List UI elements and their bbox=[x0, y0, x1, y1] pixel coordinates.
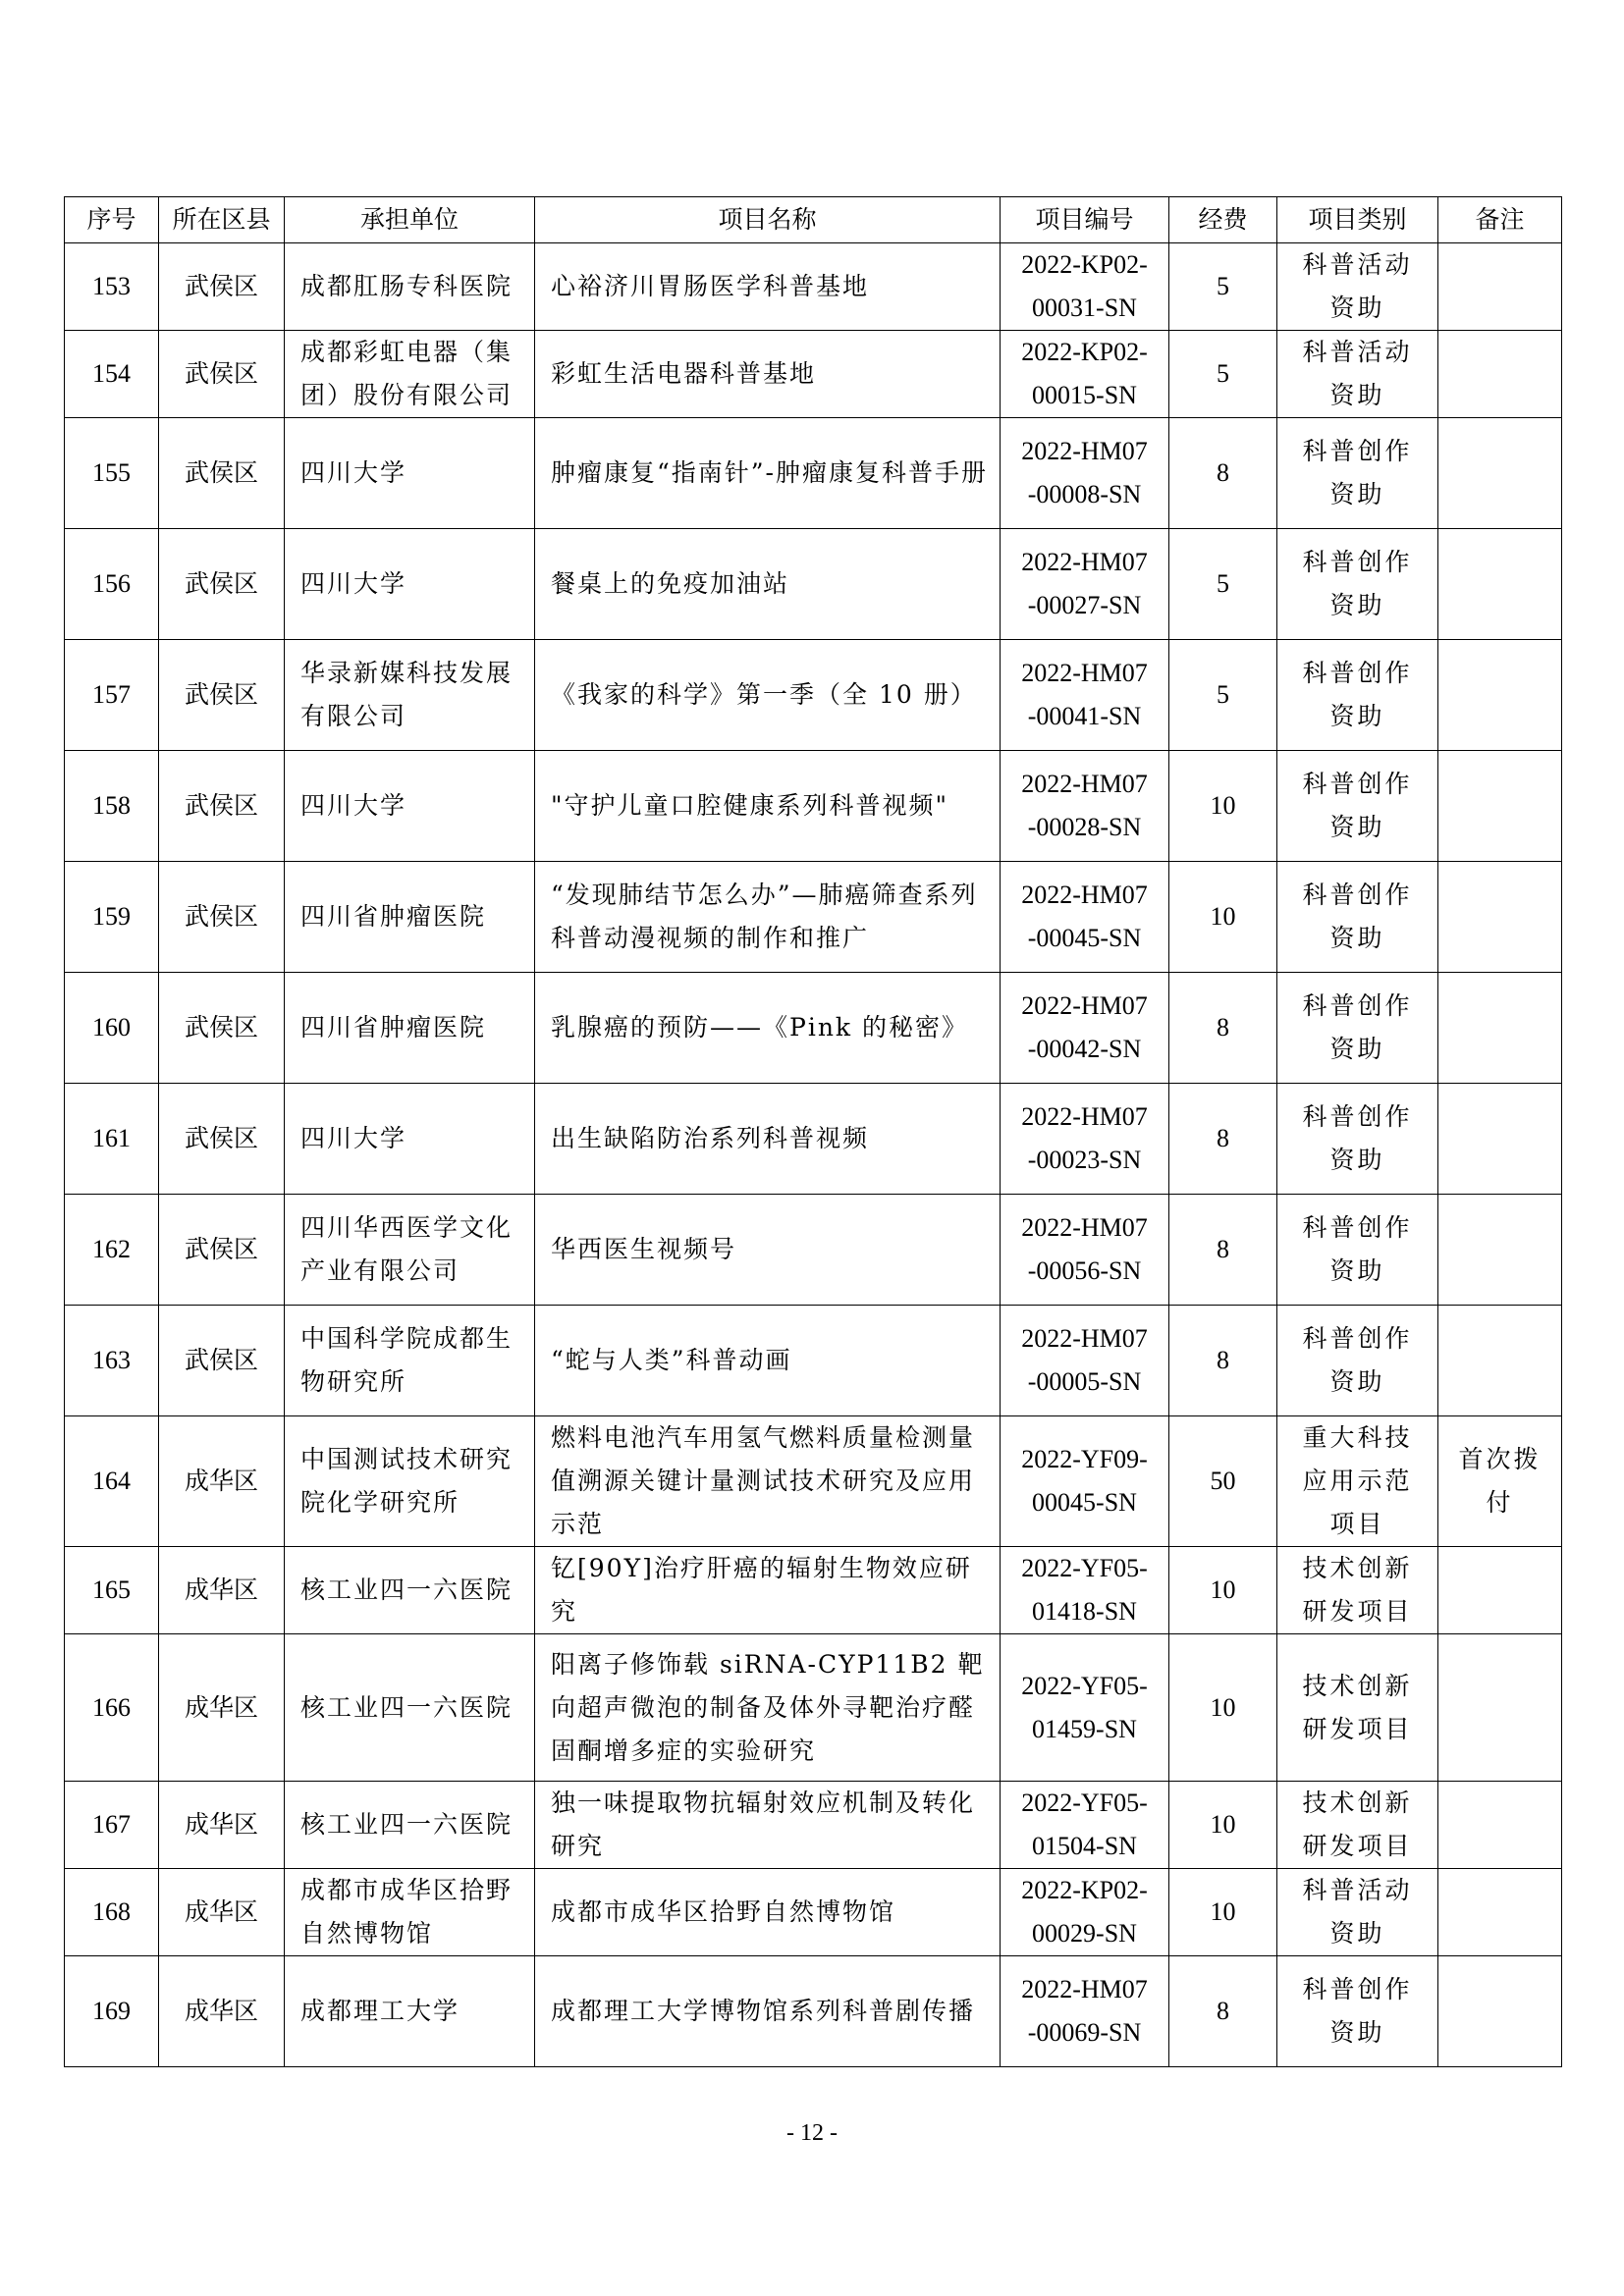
row-category-line: 资助 bbox=[1329, 381, 1385, 409]
table-row bbox=[65, 640, 1562, 751]
row-number: 169 bbox=[65, 1956, 159, 2067]
row-district: 武侯区 bbox=[159, 418, 285, 529]
row-note bbox=[1438, 1195, 1562, 1306]
row-category-line: 科普创作 bbox=[1302, 659, 1413, 687]
row-number: 157 bbox=[65, 640, 159, 751]
row-project-code-line: 2022-HM07 bbox=[1021, 1975, 1148, 2003]
row-project-code bbox=[1001, 1306, 1169, 1416]
row-number: 159 bbox=[65, 862, 159, 973]
row-category-line: 科普创作 bbox=[1302, 1213, 1413, 1242]
row-category bbox=[1277, 1084, 1438, 1195]
row-project-name: 成都市成华区拾野自然博物馆 bbox=[535, 1869, 1001, 1956]
table-row bbox=[65, 1782, 1562, 1869]
header-category: 项目类别 bbox=[1277, 197, 1438, 243]
row-district: 武侯区 bbox=[159, 751, 285, 862]
row-district: 成华区 bbox=[159, 1634, 285, 1782]
row-project-code-line: -00056-SN bbox=[1027, 1256, 1142, 1285]
row-district: 武侯区 bbox=[159, 1306, 285, 1416]
row-project-code-line: 2022-YF05- bbox=[1021, 1671, 1148, 1700]
row-note bbox=[1438, 973, 1562, 1084]
row-project-code-line: 2022-YF09- bbox=[1021, 1445, 1148, 1473]
table-row bbox=[65, 862, 1562, 973]
row-project-code-line: 00031-SN bbox=[1032, 294, 1137, 322]
row-number: 168 bbox=[65, 1869, 159, 1956]
header-no: 序号 bbox=[65, 197, 159, 243]
row-project-code bbox=[1001, 1956, 1169, 2067]
row-category bbox=[1277, 1306, 1438, 1416]
row-number: 165 bbox=[65, 1547, 159, 1634]
row-district: 成华区 bbox=[159, 1547, 285, 1634]
row-number: 166 bbox=[65, 1634, 159, 1782]
row-project-name: 阳离子修饰载 siRNA-CYP11B2 靶向超声微泡的制备及体外寻靶治疗醛固酮增多症的实验研究 bbox=[535, 1634, 1001, 1782]
row-category bbox=[1277, 1782, 1438, 1869]
row-note bbox=[1438, 529, 1562, 640]
row-project-code-line: -00005-SN bbox=[1027, 1367, 1142, 1396]
row-fund: 8 bbox=[1169, 1306, 1277, 1416]
row-project-name: 心裕济川胃肠医学科普基地 bbox=[535, 243, 1001, 331]
row-note bbox=[1438, 1782, 1562, 1869]
row-note bbox=[1438, 1547, 1562, 1634]
row-project-code-line: 2022-KP02- bbox=[1021, 250, 1148, 279]
row-number: 155 bbox=[65, 418, 159, 529]
row-project-code-line: 2022-HM07 bbox=[1021, 1324, 1148, 1353]
row-project-code-line: 2022-KP02- bbox=[1021, 1876, 1148, 1904]
row-project-code-line: 00029-SN bbox=[1032, 1919, 1137, 1948]
row-project-code-line: -00028-SN bbox=[1027, 813, 1142, 841]
row-unit: 核工业四一六医院 bbox=[285, 1547, 535, 1634]
row-project-code bbox=[1001, 1869, 1169, 1956]
row-fund: 8 bbox=[1169, 1084, 1277, 1195]
row-project-code-line: 2022-HM07 bbox=[1021, 437, 1148, 465]
row-project-code-line: -00045-SN bbox=[1027, 924, 1142, 952]
row-project-code-line: 2022-KP02- bbox=[1021, 338, 1148, 366]
row-note bbox=[1438, 862, 1562, 973]
row-category bbox=[1277, 973, 1438, 1084]
row-project-code bbox=[1001, 1634, 1169, 1782]
row-project-name: "守护儿童口腔健康系列科普视频" bbox=[535, 751, 1001, 862]
row-project-code-line: -00023-SN bbox=[1027, 1146, 1142, 1174]
header-note: 备注 bbox=[1438, 197, 1562, 243]
table-row bbox=[65, 1306, 1562, 1416]
row-category-line: 科普创作 bbox=[1302, 991, 1413, 1020]
table-row bbox=[65, 418, 1562, 529]
row-project-code-line: 2022-YF05- bbox=[1021, 1554, 1148, 1582]
header-district: 所在区县 bbox=[159, 197, 285, 243]
row-unit: 成都肛肠专科医院 bbox=[285, 243, 535, 331]
row-number: 158 bbox=[65, 751, 159, 862]
row-category-line: 资助 bbox=[1329, 813, 1385, 841]
row-category-line: 资助 bbox=[1329, 480, 1385, 508]
row-project-name: 乳腺癌的预防——《Pink 的秘密》 bbox=[535, 973, 1001, 1084]
table-row bbox=[65, 1416, 1562, 1547]
row-project-code-line: 01418-SN bbox=[1032, 1597, 1137, 1626]
row-number: 154 bbox=[65, 331, 159, 418]
row-fund: 8 bbox=[1169, 1195, 1277, 1306]
row-category-line: 资助 bbox=[1329, 924, 1385, 952]
row-number: 167 bbox=[65, 1782, 159, 1869]
table-row bbox=[65, 331, 1562, 418]
row-fund: 5 bbox=[1169, 529, 1277, 640]
row-project-code bbox=[1001, 1547, 1169, 1634]
row-category-line: 科普活动 bbox=[1302, 338, 1413, 366]
row-category-line: 研发项目 bbox=[1302, 1597, 1413, 1626]
table-row bbox=[65, 1547, 1562, 1634]
row-project-name: 燃料电池汽车用氢气燃料质量检测量值溯源关键计量测试技术研究及应用示范 bbox=[535, 1416, 1001, 1547]
row-category-line: 科普创作 bbox=[1302, 1102, 1413, 1131]
row-district: 成华区 bbox=[159, 1956, 285, 2067]
row-project-code bbox=[1001, 1084, 1169, 1195]
row-category-line: 科普创作 bbox=[1302, 1324, 1413, 1353]
row-note bbox=[1438, 418, 1562, 529]
row-category bbox=[1277, 640, 1438, 751]
row-category-line: 技术创新 bbox=[1302, 1789, 1413, 1817]
row-category bbox=[1277, 1195, 1438, 1306]
row-note bbox=[1438, 1084, 1562, 1195]
row-unit: 中国科学院成都生物研究所 bbox=[285, 1306, 535, 1416]
row-project-name: 肿瘤康复“指南针”-肿瘤康复科普手册 bbox=[535, 418, 1001, 529]
row-note bbox=[1438, 640, 1562, 751]
row-fund: 10 bbox=[1169, 1782, 1277, 1869]
row-project-name: 独一味提取物抗辐射效应机制及转化研究 bbox=[535, 1782, 1001, 1869]
row-project-name: 钇[90Y]治疗肝癌的辐射生物效应研究 bbox=[535, 1547, 1001, 1634]
row-category bbox=[1277, 1869, 1438, 1956]
row-category-line: 资助 bbox=[1329, 702, 1385, 730]
row-category-line: 资助 bbox=[1329, 294, 1385, 322]
row-category-line: 研发项目 bbox=[1302, 1832, 1413, 1860]
header-fund: 经费 bbox=[1169, 197, 1277, 243]
row-category-line: 技术创新 bbox=[1302, 1671, 1413, 1700]
row-project-code bbox=[1001, 973, 1169, 1084]
row-note bbox=[1438, 751, 1562, 862]
row-project-code-line: 2022-HM07 bbox=[1021, 770, 1148, 798]
row-unit: 华录新媒科技发展有限公司 bbox=[285, 640, 535, 751]
row-number: 161 bbox=[65, 1084, 159, 1195]
table-row bbox=[65, 1084, 1562, 1195]
row-unit: 核工业四一六医院 bbox=[285, 1634, 535, 1782]
row-project-code-line: -00069-SN bbox=[1027, 2018, 1142, 2047]
row-category-line: 科普创作 bbox=[1302, 770, 1413, 798]
row-category bbox=[1277, 418, 1438, 529]
row-category-line: 重大科技 bbox=[1302, 1423, 1413, 1452]
row-fund: 8 bbox=[1169, 1956, 1277, 2067]
table-row bbox=[65, 1195, 1562, 1306]
header-project-code: 项目编号 bbox=[1001, 197, 1169, 243]
row-note bbox=[1438, 331, 1562, 418]
row-unit: 四川省肿瘤医院 bbox=[285, 973, 535, 1084]
row-project-name: “发现肺结节怎么办”—肺癌筛查系列科普动漫视频的制作和推广 bbox=[535, 862, 1001, 973]
page-number: - 12 - bbox=[786, 2120, 838, 2146]
row-fund: 5 bbox=[1169, 640, 1277, 751]
row-project-code bbox=[1001, 862, 1169, 973]
table-row bbox=[65, 973, 1562, 1084]
row-category bbox=[1277, 1634, 1438, 1782]
table-row bbox=[65, 751, 1562, 862]
row-fund: 8 bbox=[1169, 418, 1277, 529]
row-category-line: 资助 bbox=[1329, 1919, 1385, 1948]
row-district: 成华区 bbox=[159, 1782, 285, 1869]
row-note bbox=[1438, 243, 1562, 331]
row-unit: 中国测试技术研究院化学研究所 bbox=[285, 1416, 535, 1547]
row-project-code-line: 2022-HM07 bbox=[1021, 548, 1148, 576]
row-note bbox=[1438, 1306, 1562, 1416]
row-category-line: 科普创作 bbox=[1302, 881, 1413, 909]
row-category-line: 资助 bbox=[1329, 2018, 1385, 2047]
row-project-code-line: -00042-SN bbox=[1027, 1035, 1142, 1063]
table-row bbox=[65, 529, 1562, 640]
row-fund: 10 bbox=[1169, 751, 1277, 862]
row-number: 160 bbox=[65, 973, 159, 1084]
row-category-line: 科普活动 bbox=[1302, 1876, 1413, 1904]
row-category-line: 研发项目 bbox=[1302, 1714, 1413, 1743]
row-project-name: “蛇与人类”科普动画 bbox=[535, 1306, 1001, 1416]
header-unit: 承担单位 bbox=[285, 197, 535, 243]
row-district: 武侯区 bbox=[159, 331, 285, 418]
row-project-code bbox=[1001, 1782, 1169, 1869]
row-category-line: 资助 bbox=[1329, 591, 1385, 619]
row-project-code bbox=[1001, 1416, 1169, 1547]
row-category bbox=[1277, 862, 1438, 973]
table-row bbox=[65, 1956, 1562, 2067]
row-note bbox=[1438, 1634, 1562, 1782]
row-project-name: 《我家的科学》第一季（全 10 册） bbox=[535, 640, 1001, 751]
row-category bbox=[1277, 1416, 1438, 1547]
row-unit: 四川大学 bbox=[285, 418, 535, 529]
row-project-name: 餐桌上的免疫加油站 bbox=[535, 529, 1001, 640]
row-category-line: 资助 bbox=[1329, 1035, 1385, 1063]
row-district: 成华区 bbox=[159, 1416, 285, 1547]
table-row bbox=[65, 243, 1562, 331]
row-fund: 5 bbox=[1169, 331, 1277, 418]
row-project-code bbox=[1001, 751, 1169, 862]
row-number: 153 bbox=[65, 243, 159, 331]
row-category-line: 科普活动 bbox=[1302, 250, 1413, 279]
row-project-code-line: -00027-SN bbox=[1027, 591, 1142, 619]
table-body bbox=[65, 243, 1562, 2067]
row-project-code-line: 2022-HM07 bbox=[1021, 1213, 1148, 1242]
row-project-code-line: -00008-SN bbox=[1027, 480, 1142, 508]
row-unit: 四川省肿瘤医院 bbox=[285, 862, 535, 973]
row-district: 武侯区 bbox=[159, 640, 285, 751]
row-unit: 四川大学 bbox=[285, 529, 535, 640]
row-project-name: 出生缺陷防治系列科普视频 bbox=[535, 1084, 1001, 1195]
row-project-code-line: 00015-SN bbox=[1032, 381, 1137, 409]
row-note bbox=[1438, 1956, 1562, 2067]
row-unit: 成都市成华区拾野自然博物馆 bbox=[285, 1869, 535, 1956]
row-note bbox=[1438, 1869, 1562, 1956]
row-project-code bbox=[1001, 331, 1169, 418]
table-header-row bbox=[65, 197, 1562, 243]
row-category-line: 科普创作 bbox=[1302, 1975, 1413, 2003]
row-project-code-line: 2022-YF05- bbox=[1021, 1789, 1148, 1817]
row-district: 武侯区 bbox=[159, 1084, 285, 1195]
row-project-code bbox=[1001, 418, 1169, 529]
row-project-code bbox=[1001, 1195, 1169, 1306]
row-project-code-line: 01504-SN bbox=[1032, 1832, 1137, 1860]
row-category-line: 资助 bbox=[1329, 1146, 1385, 1174]
row-project-code-line: 2022-HM07 bbox=[1021, 881, 1148, 909]
row-unit: 四川大学 bbox=[285, 1084, 535, 1195]
row-fund: 50 bbox=[1169, 1416, 1277, 1547]
row-project-code-line: 00045-SN bbox=[1032, 1488, 1137, 1517]
row-project-name: 成都理工大学博物馆系列科普剧传播 bbox=[535, 1956, 1001, 2067]
row-category bbox=[1277, 1956, 1438, 2067]
row-unit: 成都理工大学 bbox=[285, 1956, 535, 2067]
row-number: 163 bbox=[65, 1306, 159, 1416]
row-category-line: 科普创作 bbox=[1302, 437, 1413, 465]
row-district: 武侯区 bbox=[159, 529, 285, 640]
row-unit: 成都彩虹电器（集团）股份有限公司 bbox=[285, 331, 535, 418]
row-number: 156 bbox=[65, 529, 159, 640]
row-number: 164 bbox=[65, 1416, 159, 1547]
row-project-code-line: 2022-HM07 bbox=[1021, 1102, 1148, 1131]
row-unit: 四川华西医学文化产业有限公司 bbox=[285, 1195, 535, 1306]
row-district: 武侯区 bbox=[159, 862, 285, 973]
table-row bbox=[65, 1634, 1562, 1782]
row-district: 武侯区 bbox=[159, 973, 285, 1084]
row-category-line: 资助 bbox=[1329, 1367, 1385, 1396]
row-project-name: 华西医生视频号 bbox=[535, 1195, 1001, 1306]
row-category-line: 资助 bbox=[1329, 1256, 1385, 1285]
row-fund: 10 bbox=[1169, 1547, 1277, 1634]
row-note: 首次拨付 bbox=[1438, 1416, 1562, 1547]
row-project-code-line: 2022-HM07 bbox=[1021, 991, 1148, 1020]
row-category bbox=[1277, 331, 1438, 418]
row-project-code-line: -00041-SN bbox=[1027, 702, 1142, 730]
row-category bbox=[1277, 751, 1438, 862]
row-fund: 8 bbox=[1169, 973, 1277, 1084]
row-project-code-line: 01459-SN bbox=[1032, 1714, 1137, 1743]
project-table bbox=[64, 196, 1562, 2067]
row-category bbox=[1277, 529, 1438, 640]
row-project-code-line: 2022-HM07 bbox=[1021, 659, 1148, 687]
row-unit: 核工业四一六医院 bbox=[285, 1782, 535, 1869]
row-category-line: 项目 bbox=[1329, 1510, 1385, 1538]
row-district: 武侯区 bbox=[159, 1195, 285, 1306]
row-category-line: 技术创新 bbox=[1302, 1554, 1413, 1582]
row-category-line: 科普创作 bbox=[1302, 548, 1413, 576]
table-row bbox=[65, 1869, 1562, 1956]
row-category bbox=[1277, 1547, 1438, 1634]
row-unit: 四川大学 bbox=[285, 751, 535, 862]
row-project-code bbox=[1001, 529, 1169, 640]
row-district: 武侯区 bbox=[159, 243, 285, 331]
row-project-code bbox=[1001, 243, 1169, 331]
header-project-name: 项目名称 bbox=[535, 197, 1001, 243]
row-category bbox=[1277, 243, 1438, 331]
row-district: 成华区 bbox=[159, 1869, 285, 1956]
row-fund: 10 bbox=[1169, 1869, 1277, 1956]
row-project-code bbox=[1001, 640, 1169, 751]
row-number: 162 bbox=[65, 1195, 159, 1306]
row-fund: 10 bbox=[1169, 862, 1277, 973]
row-fund: 5 bbox=[1169, 243, 1277, 331]
row-project-name: 彩虹生活电器科普基地 bbox=[535, 331, 1001, 418]
row-fund: 10 bbox=[1169, 1634, 1277, 1782]
row-category-line: 应用示范 bbox=[1302, 1467, 1413, 1495]
